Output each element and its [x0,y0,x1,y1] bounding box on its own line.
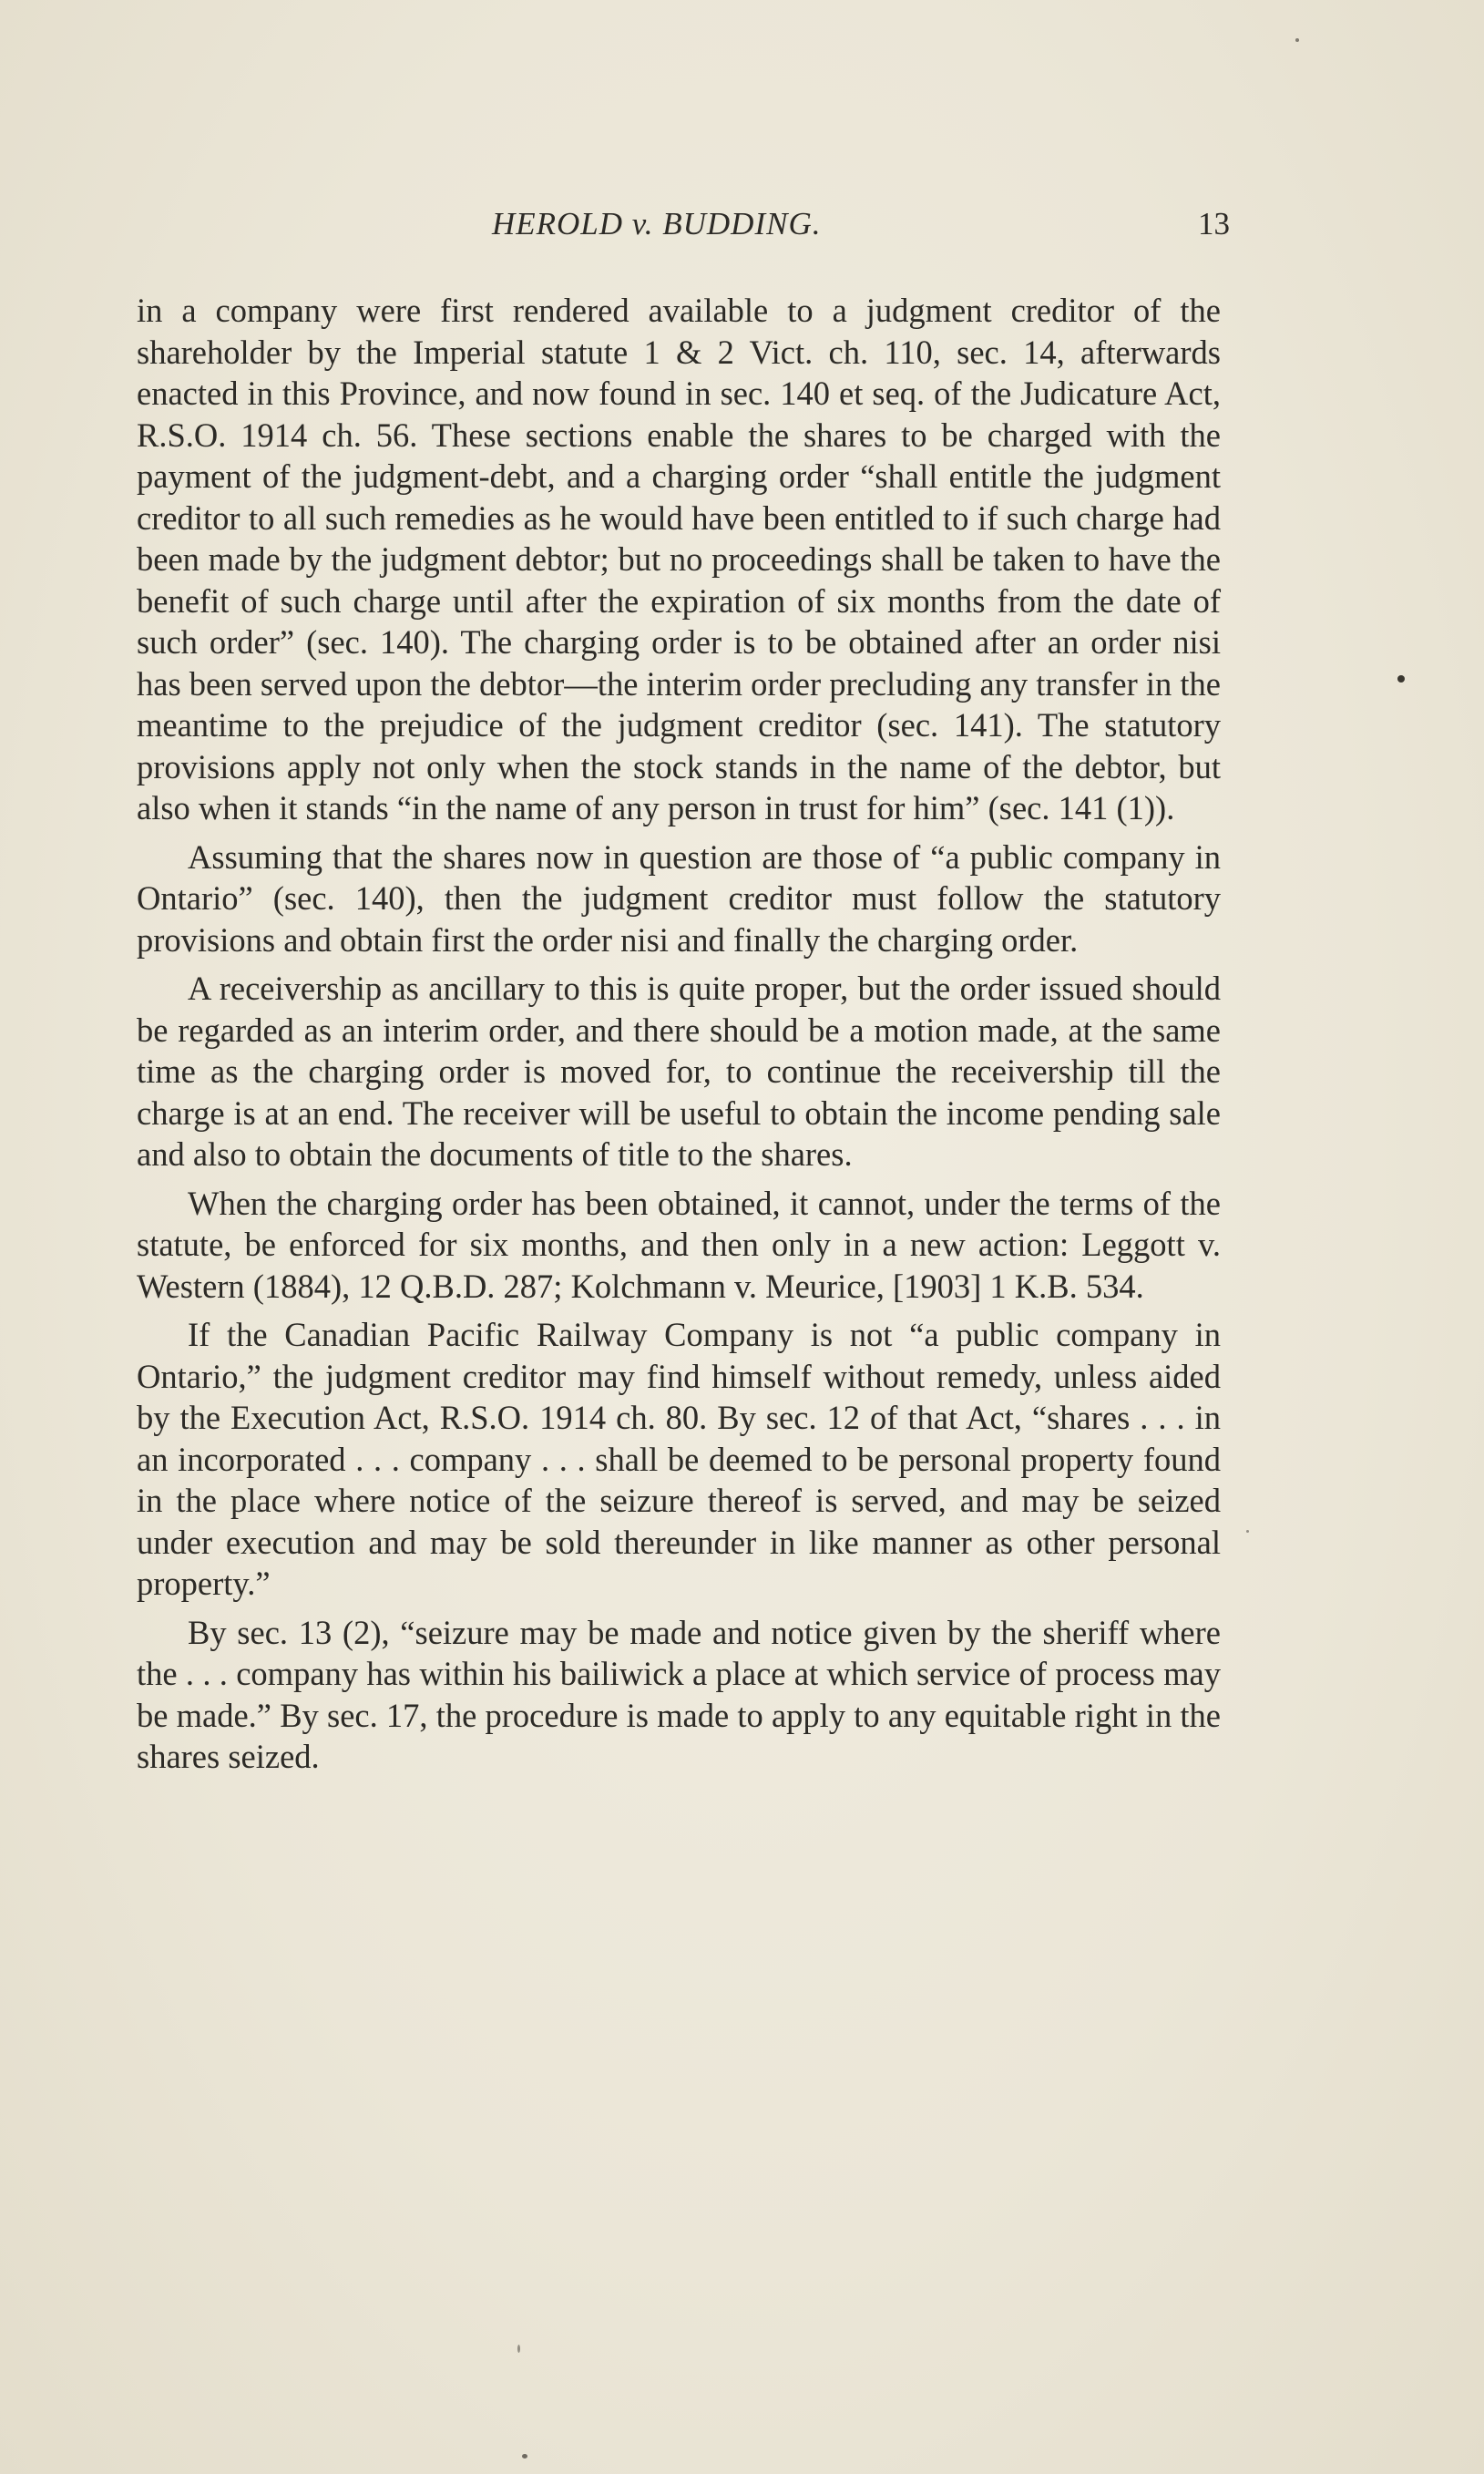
page-number: 13 [1198,206,1230,241]
paragraph-6: By sec. 13 (2), “seizure may be made and notice given by the sheriff where the . . . company has within his bailiwick a place at which service of process may be made.” By sec. 17, the procedure is made to apply to any equitable right in the shares seized. [137,1613,1221,1775]
paragraph-3: A receivership as ancillary to this is quite proper, but the order issued should be regarded as an interim order, and there should be a motion made, at the same time as the charging order is moved for, to continue the receivership till the charge is at an end. The receiver will be useful to obtain the income pending sale and also to obtain the documents of title to the shares. [137,970,1221,1173]
paragraph-4: When the charging order has been obtained, it cannot, under the terms of the statute, be enforced for six months, and then only in a new action: Leggott v. Western (1884), 12 Q.B.D. 287; Kolchmann v. Meurice, [1903] 1 K.B. 534. [137,1184,1221,1305]
paper-speck [1295,38,1299,42]
body-text [137,290,1221,1785]
paragraph-5: If the Canadian Pacific Railway Company is not “a public company in Ontario,” the judgment creditor may find himself without remedy, unless aided by the Execution Act, R.S.O. 1914 ch. 80. By sec. 12 of that Act, “shares . . . in an incorporated . . . company . . . shall be deemed to be personal property found in the place where notice of the seizure thereof is served, and may be seized under execution and may be sold thereunder in like manner as other personal property.” [137,1316,1221,1602]
paragraph-1: in a company were first rendered available to a judgment creditor of the shareholder by the Imperial statute 1 & 2 Vict. ch. 110, sec. 14, afterwards enacted in this Province, and now found in sec. 140 et seq. of the Judicature Act, R.S.O. 1914 ch. 56. These sections enable the shares to be charged with the payment of the judgment-debt, and a charging order “shall entitle the judgment creditor to all such remedies as he would have been entitled to if such charge had been made by the judgment debtor; but no proceedings shall be taken to have the benefit of such charge until after the expiration of six months from the date of such order” (sec. 140). The charging order is to be obtained after an order nisi has been served upon the debtor—the interim order precluding any transfer in the meantime to the prejudice of the judgment creditor (sec. 141). The statutory provisions apply not only when the stock stands in the name of the debtor, but also when it stands “in the name of any person in trust for him” (sec. 141 (1)). [137,292,1221,826]
running-title: HEROLD v. BUDDING. [492,206,822,241]
running-head [137,206,1230,252]
paper-speck [1397,675,1405,683]
paper-speck [522,2454,527,2459]
paper-speck [517,2345,520,2353]
paper-speck [1246,1530,1249,1533]
paragraph-2: Assuming that the shares now in question are those of “a public company in Ontario” (sec. 140), then the judgment creditor must follow the statutory provisions and obtain first the order nisi and finally the charging order. [137,837,1221,959]
